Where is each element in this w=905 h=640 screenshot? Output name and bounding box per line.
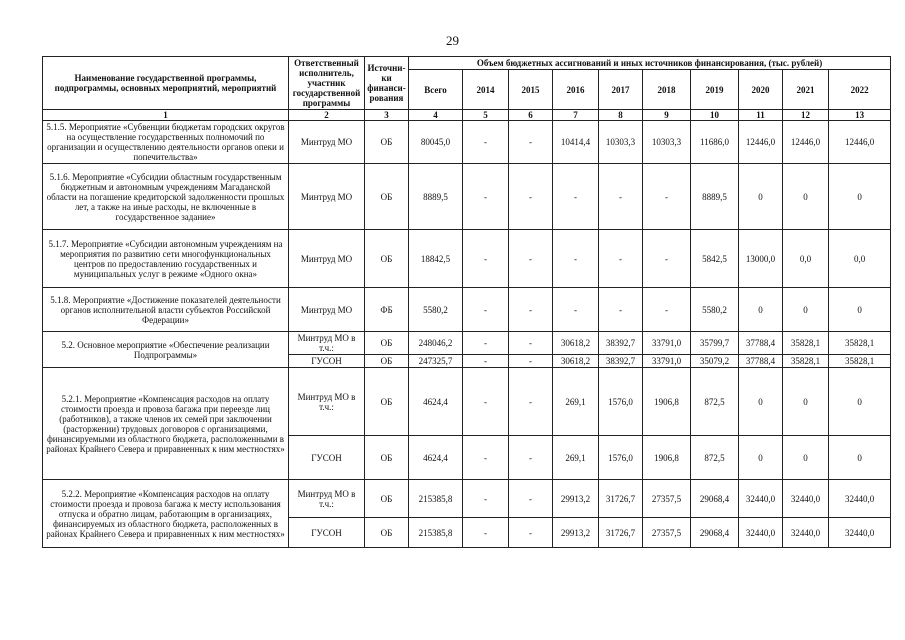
year-value-cell: 0	[829, 436, 891, 480]
year-value-cell: 29068,4	[691, 480, 739, 518]
column-number: 2	[289, 110, 365, 121]
header-year-2014: 2014	[463, 70, 509, 110]
activity-name: 5.2.2. Мероприятие «Компенсация расходов на оплату стоимости проезда и провоза багажа к месту использования отпуска и обратно лицам, работающим в организациях, финансируемых из областного бюджета, расположенных в районах Крайнего Севера и приравненных к ним местностях»	[43, 480, 289, 548]
year-value-cell: 0	[739, 164, 783, 230]
column-number: 5	[463, 110, 509, 121]
year-value-cell: -	[509, 230, 553, 288]
year-value-cell: -	[463, 518, 509, 548]
column-number: 3	[365, 110, 409, 121]
year-value-cell: 1906,8	[643, 368, 691, 436]
page-number: 29	[446, 33, 459, 48]
header-year-2021: 2021	[783, 70, 829, 110]
year-value-cell: 872,5	[691, 436, 739, 480]
year-value-cell: 5842,5	[691, 230, 739, 288]
year-value-cell: -	[509, 355, 553, 368]
executor-cell: Минтруд МО в т.ч.:	[289, 332, 365, 355]
column-number: 10	[691, 110, 739, 121]
year-value-cell: 1906,8	[643, 436, 691, 480]
executor-cell: Минтруд МО в т.ч.:	[289, 480, 365, 518]
year-value-cell: -	[509, 164, 553, 230]
year-value-cell: 35828,1	[829, 332, 891, 355]
year-value-cell: -	[509, 368, 553, 436]
year-value-cell: 1576,0	[599, 436, 643, 480]
column-number: 9	[643, 110, 691, 121]
year-value-cell: -	[643, 164, 691, 230]
activity-name: 5.1.7. Мероприятие «Субсидии автономным учреждениям на мероприятия по развитию сети многофункциональных центров по предоставлению государственных и муниципальных услуг в режиме «Одного окна»	[43, 230, 289, 288]
year-value-cell: 33791,0	[643, 332, 691, 355]
year-value-cell: 1576,0	[599, 368, 643, 436]
column-number: 13	[829, 110, 891, 121]
executor-cell: ГУСОН	[289, 436, 365, 480]
source-cell: ОБ	[365, 332, 409, 355]
activity-name: 5.1.6. Мероприятие «Субсидии областным государственным бюджетным и автономным учреждениям Магаданской области на погашение кредиторской задолженности прошлых лет, а также на иные расходы, не включенные в государственное задание»	[43, 164, 289, 230]
table-row	[43, 480, 891, 518]
year-value-cell: -	[509, 518, 553, 548]
total-cell: 80045,0	[409, 121, 463, 164]
executor-cell: ГУСОН	[289, 355, 365, 368]
year-value-cell: 0	[829, 164, 891, 230]
column-number: 1	[43, 110, 289, 121]
year-value-cell: 0	[739, 288, 783, 332]
year-value-cell: 0,0	[829, 230, 891, 288]
year-value-cell: 32440,0	[783, 518, 829, 548]
year-value-cell: 37788,4	[739, 355, 783, 368]
total-cell: 5580,2	[409, 288, 463, 332]
year-value-cell: -	[463, 230, 509, 288]
year-value-cell: 5580,2	[691, 288, 739, 332]
year-value-cell: 11686,0	[691, 121, 739, 164]
activity-name: 5.1.5. Мероприятие «Субвенции бюджетам городских округов на осуществление государственных полномочий по организации и осуществлению деятельности органов опеки и попечительства»	[43, 121, 289, 164]
source-cell: ОБ	[365, 355, 409, 368]
total-cell: 18842,5	[409, 230, 463, 288]
year-value-cell: 30618,2	[553, 355, 599, 368]
activity-name: 5.2. Основное мероприятие «Обеспечение реализации Подпрограммы»	[43, 332, 289, 368]
header-year-2018: 2018	[643, 70, 691, 110]
year-value-cell: 0	[783, 288, 829, 332]
header-year-2020: 2020	[739, 70, 783, 110]
year-value-cell: 32440,0	[829, 480, 891, 518]
year-value-cell: -	[463, 288, 509, 332]
year-value-cell: 33791,0	[643, 355, 691, 368]
year-value-cell: -	[599, 230, 643, 288]
year-value-cell: 269,1	[553, 368, 599, 436]
year-value-cell: 32440,0	[739, 518, 783, 548]
table-row	[43, 230, 891, 288]
executor-cell: Минтруд МО	[289, 164, 365, 230]
year-value-cell: 0	[739, 436, 783, 480]
header-year-2019: 2019	[691, 70, 739, 110]
year-value-cell: 0	[829, 288, 891, 332]
year-value-cell: -	[463, 436, 509, 480]
year-value-cell: 12446,0	[739, 121, 783, 164]
year-value-cell: -	[509, 480, 553, 518]
year-value-cell: -	[463, 332, 509, 355]
header-source: Источни-ки финанси-рования	[365, 57, 409, 110]
executor-cell: Минтруд МО	[289, 230, 365, 288]
year-value-cell: -	[509, 288, 553, 332]
year-value-cell: -	[553, 288, 599, 332]
year-value-cell: 27357,5	[643, 518, 691, 548]
year-value-cell: 35828,1	[783, 332, 829, 355]
year-value-cell: -	[643, 288, 691, 332]
year-value-cell: -	[509, 332, 553, 355]
year-value-cell: 31726,7	[599, 518, 643, 548]
source-cell: ОБ	[365, 164, 409, 230]
source-cell: ОБ	[365, 518, 409, 548]
year-value-cell: -	[599, 288, 643, 332]
header-name: Наименование государственной программы, подпрограммы, основных мероприятий, мероприятий	[43, 57, 289, 110]
year-value-cell: 872,5	[691, 368, 739, 436]
column-number: 4	[409, 110, 463, 121]
year-value-cell: -	[509, 436, 553, 480]
column-number: 8	[599, 110, 643, 121]
source-cell: ОБ	[365, 368, 409, 436]
table-row	[43, 332, 891, 355]
year-value-cell: 38392,7	[599, 355, 643, 368]
year-value-cell: 31726,7	[599, 480, 643, 518]
year-value-cell: -	[463, 355, 509, 368]
source-cell: ОБ	[365, 436, 409, 480]
source-cell: ОБ	[365, 121, 409, 164]
table-row	[43, 368, 891, 436]
header-year-2016: 2016	[553, 70, 599, 110]
year-value-cell: 8889,5	[691, 164, 739, 230]
year-value-cell: 35079,2	[691, 355, 739, 368]
table-row	[43, 121, 891, 164]
year-value-cell: 37788,4	[739, 332, 783, 355]
year-value-cell: 0,0	[783, 230, 829, 288]
header-total: Всего	[409, 70, 463, 110]
header-year-2022: 2022	[829, 70, 891, 110]
executor-cell: Минтруд МО	[289, 121, 365, 164]
total-cell: 8889,5	[409, 164, 463, 230]
total-cell: 215385,8	[409, 518, 463, 548]
year-value-cell: 0	[829, 368, 891, 436]
year-value-cell: 0	[783, 436, 829, 480]
header-year-2015: 2015	[509, 70, 553, 110]
year-value-cell: -	[509, 121, 553, 164]
source-cell: ОБ	[365, 480, 409, 518]
year-value-cell: 27357,5	[643, 480, 691, 518]
year-value-cell: 29913,2	[553, 480, 599, 518]
year-value-cell: -	[553, 164, 599, 230]
year-value-cell: 12446,0	[829, 121, 891, 164]
year-value-cell: 38392,7	[599, 332, 643, 355]
column-number: 11	[739, 110, 783, 121]
table-row	[43, 164, 891, 230]
year-value-cell: 29068,4	[691, 518, 739, 548]
header-year-2017: 2017	[599, 70, 643, 110]
year-value-cell: 35799,7	[691, 332, 739, 355]
header-budget-title: Объем бюджетных ассигнований и иных источников финансирования, (тыс. рублей)	[409, 57, 891, 70]
year-value-cell: 32440,0	[739, 480, 783, 518]
executor-cell: Минтруд МО	[289, 288, 365, 332]
total-cell: 215385,8	[409, 480, 463, 518]
year-value-cell: 32440,0	[783, 480, 829, 518]
year-value-cell: 29913,2	[553, 518, 599, 548]
year-value-cell: 0	[783, 368, 829, 436]
activity-name: 5.2.1. Мероприятие «Компенсация расходов на оплату стоимости проезда и провоза багажа при переезде лиц (работников), а также членов их семей при заключении (расторжении) трудовых договоров с организациями, финансируемыми из областного бюджета, расположенными в районах Крайнего Севера и приравненных к ним местностях»	[43, 368, 289, 480]
header-executor: Ответственный исполнитель, участник государственной программы	[289, 57, 365, 110]
year-value-cell: 35828,1	[829, 355, 891, 368]
year-value-cell: 35828,1	[783, 355, 829, 368]
year-value-cell: 32440,0	[829, 518, 891, 548]
year-value-cell: -	[553, 230, 599, 288]
year-value-cell: 0	[739, 368, 783, 436]
year-value-cell: -	[599, 164, 643, 230]
year-value-cell: 10414,4	[553, 121, 599, 164]
year-value-cell: -	[643, 230, 691, 288]
total-cell: 4624,4	[409, 368, 463, 436]
total-cell: 247325,7	[409, 355, 463, 368]
budget-table	[42, 56, 891, 548]
year-value-cell: 30618,2	[553, 332, 599, 355]
year-value-cell: 12446,0	[783, 121, 829, 164]
year-value-cell: 10303,3	[643, 121, 691, 164]
year-value-cell: -	[463, 164, 509, 230]
executor-cell: ГУСОН	[289, 518, 365, 548]
year-value-cell: 269,1	[553, 436, 599, 480]
year-value-cell: 0	[783, 164, 829, 230]
year-value-cell: -	[463, 368, 509, 436]
year-value-cell: -	[463, 480, 509, 518]
total-cell: 248046,2	[409, 332, 463, 355]
table-row	[43, 288, 891, 332]
column-number: 7	[553, 110, 599, 121]
year-value-cell: 10303,3	[599, 121, 643, 164]
source-cell: ОБ	[365, 230, 409, 288]
column-number: 6	[509, 110, 553, 121]
year-value-cell: 13000,0	[739, 230, 783, 288]
total-cell: 4624,4	[409, 436, 463, 480]
column-number: 12	[783, 110, 829, 121]
year-value-cell: -	[463, 121, 509, 164]
executor-cell: Минтруд МО в т.ч.:	[289, 368, 365, 436]
activity-name: 5.1.8. Мероприятие «Достижение показателей деятельности органов исполнительной власти субъектов Российской Федерации»	[43, 288, 289, 332]
source-cell: ФБ	[365, 288, 409, 332]
